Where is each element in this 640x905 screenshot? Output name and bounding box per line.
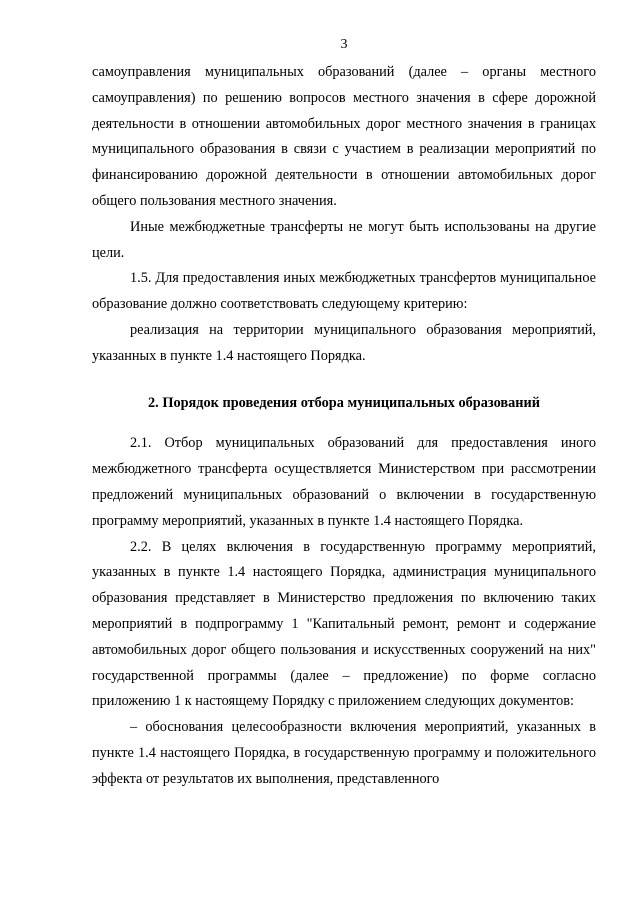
document-body bbox=[92, 60, 596, 793]
paragraph-transfers-use: Иные межбюджетные трансферты не могут быть использованы на другие цели. bbox=[92, 218, 596, 261]
paragraph-continuation: самоуправления муниципальных образований (далее – органы местного самоуправления) по решению вопросов местного значения в сфере дорожной деятельности в отношении автомобильных дорог местного значения в границах муниципального образования в связи с участием в реализации мероприятий по финансированию дорожной деятельности в отношении автомобильных дорог общего пользования местного значения. bbox=[92, 64, 596, 209]
section-heading: 2. Порядок проведения отбора муниципальных образований bbox=[148, 394, 540, 411]
paragraph-1-5: 1.5. Для предоставления иных межбюджетных трансфертов муниципальное образование должно соответствовать следующему критерию: bbox=[92, 270, 596, 313]
paragraph-2-2: 2.2. В целях включения в государственную программу мероприятий, указанных в пункте 1.4 настоящего Порядка, администрация муниципального образования представляет в Министерство предложения по включению таких мероприятий в подпрограмму 1 "Капитальный ремонт, ремонт и содержание автомобильных дорог общего пользования и искусственных сооружений на них" государственной программы (далее – предложение) по форме согласно приложению 1 к настоящему Порядку с приложением следующих документов: bbox=[92, 538, 596, 710]
page-number: 3 bbox=[340, 37, 348, 52]
paragraph-justification: – обоснования целесообразности включения мероприятий, указанных в пункте 1.4 настоящего Порядка, в государственную программу и положительного эффекта от результатов их выполнения, представленного bbox=[92, 719, 596, 787]
paragraph-criterion: реализация на территории муниципального образования мероприятий, указанных в пункте 1.4 настоящего Порядка. bbox=[92, 321, 596, 364]
paragraph-2-1: 2.1. Отбор муниципальных образований для предоставления иного межбюджетного трансферта осуществляется Министерством при рассмотрении предложений муниципальных образований о включении в государственную программу мероприятий, указанных в пункте 1.4 настоящего Порядка. bbox=[92, 435, 596, 529]
